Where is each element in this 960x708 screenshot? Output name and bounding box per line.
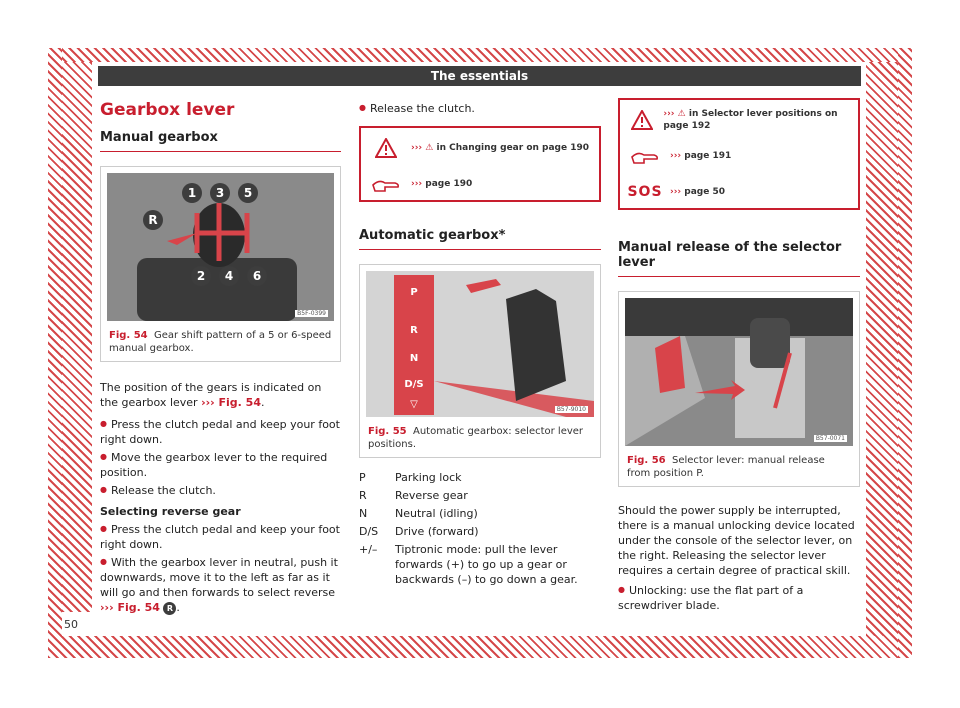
- sos-link[interactable]: ››› page 50: [670, 187, 726, 197]
- bullet-item: ● Press the clutch pedal and keep your foot right down.: [100, 521, 341, 552]
- note-link-text: page 190: [425, 179, 473, 189]
- caption-text: Selector lever: manual release from position P.: [627, 455, 825, 479]
- caption-text: Gear shift pattern of a 5 or 6-speed manual gearbox.: [109, 330, 332, 354]
- fig-label: Fig. 56: [627, 455, 666, 466]
- bullet-text: ● With the gearbox lever in neutral, push it downwards, move it to the left as far as it will go and then forwards to select reverse: [100, 556, 338, 599]
- gear-2-label: 2: [196, 269, 206, 283]
- hatch-border-right: [898, 48, 912, 658]
- selector-lever-illustration: [625, 298, 853, 446]
- reverse-heading: Selecting reverse gear: [100, 505, 241, 518]
- warning-triangle-icon: [620, 110, 663, 130]
- bullet-item: ● Move the gearbox lever to the required position.: [100, 449, 341, 480]
- gear-row: [359, 524, 601, 539]
- figure-54-image: [107, 173, 334, 321]
- sos-link-text: page 50: [684, 187, 726, 197]
- note-link-text: page 191: [684, 151, 732, 161]
- fig-54-link[interactable]: ››› Fig. 54: [201, 396, 261, 409]
- note-link[interactable]: ››› page 190: [411, 179, 473, 189]
- position-n-label: N: [409, 353, 419, 364]
- gear-key: R: [359, 489, 367, 502]
- sos-row: [620, 174, 858, 210]
- sos-text: SOS: [627, 184, 663, 200]
- fig-label: Fig. 55: [368, 426, 407, 437]
- warning-link-text: in Selector lever positions on page 192: [663, 109, 838, 131]
- gear-key: D/S: [359, 525, 379, 538]
- gear-desc: Reverse gear: [395, 489, 468, 502]
- gear-r-label: R: [148, 213, 158, 227]
- position-down-label: ▽: [410, 399, 418, 410]
- gear-1-label: 1: [187, 186, 197, 200]
- gear-key: P: [359, 471, 366, 484]
- figure-56: [618, 291, 860, 487]
- caption-text: Automatic gearbox: selector lever positions.: [368, 426, 584, 450]
- automatic-gearbox-illustration: [366, 271, 594, 417]
- gear-3-label: 3: [215, 186, 225, 200]
- warning-link-text: in Changing gear on page 190: [436, 143, 590, 153]
- header-title: The essentials: [98, 66, 861, 86]
- warning-row: [361, 130, 599, 166]
- note-hand-icon: [620, 147, 670, 165]
- right-column: [618, 98, 860, 619]
- note-link[interactable]: ››› page 191: [670, 151, 732, 161]
- position-ds-label: D/S: [404, 379, 424, 390]
- warning-box-1: [359, 126, 601, 202]
- fig-54-link-2-text: Fig. 54: [117, 601, 160, 614]
- gear-key: +/–: [359, 543, 378, 556]
- gear-row: [359, 506, 601, 521]
- figure-tag: B57-0071: [815, 435, 845, 442]
- middle-column: [359, 100, 601, 590]
- release-paragraph: Should the power supply be interrupted, there is a manual unlocking device located under the console of the selector lever, on the right. Releasing the selector lever requires a certain degree of practical skill.: [618, 504, 855, 577]
- gear-6-label: 6: [252, 269, 262, 283]
- gear-4-label: 4: [224, 269, 234, 283]
- figure-55-caption: [360, 423, 600, 457]
- gear-desc: Drive (forward): [395, 525, 479, 538]
- figure-55: [359, 264, 601, 458]
- gear-5-label: 5: [243, 186, 253, 200]
- page-number: 50: [64, 618, 78, 631]
- bullet-item: ● Press the clutch pedal and keep your foot right down.: [100, 416, 341, 447]
- figure-56-caption: [619, 452, 859, 486]
- note-hand-icon: [361, 175, 411, 193]
- warning-row: [620, 102, 858, 138]
- reverse-circle-icon: R: [163, 602, 176, 615]
- hatch-gutter: [62, 62, 92, 612]
- bullet-item: ● Release the clutch.: [100, 482, 341, 498]
- gear-desc: Tiptronic mode: pull the lever forwards (+) to go up a gear or backwards (–) to go down a gear.: [395, 543, 578, 586]
- intro-text: The position of the gears is indicated on the gearbox lever: [100, 381, 322, 409]
- manual-gearbox-illustration: [107, 173, 334, 321]
- hatch-right-gutter: [866, 62, 898, 636]
- gear-desc: Parking lock: [395, 471, 462, 484]
- warning-triangle-icon: [361, 138, 411, 158]
- figure-56-image: [625, 298, 853, 446]
- figure-54-caption: [101, 327, 340, 361]
- fig-54-link-text: Fig. 54: [218, 396, 261, 409]
- automatic-heading: Automatic gearbox*: [359, 228, 601, 250]
- position-p-label: P: [410, 287, 418, 298]
- hatch-border-top: [48, 48, 912, 62]
- gear-row: [359, 542, 601, 587]
- fig-label: Fig. 54: [109, 330, 148, 341]
- warning-link[interactable]: ››› ⚠ in Selector lever positions on page 192: [663, 109, 838, 131]
- section-title: Gearbox lever: [100, 100, 235, 120]
- subsection-title: Manual gearbox: [100, 130, 341, 152]
- sos-icon: [620, 184, 670, 200]
- figure-54: [100, 166, 341, 362]
- warning-box-2: [618, 98, 860, 210]
- hatch-border-bottom: [48, 636, 912, 658]
- gear-row: [359, 488, 601, 503]
- hatch-border-left: [48, 48, 62, 658]
- gear-desc: Neutral (idling): [395, 507, 478, 520]
- position-r-label: R: [410, 325, 418, 336]
- figure-55-image: [366, 271, 594, 417]
- gear-list: [359, 470, 601, 587]
- figure-tag: B5F-0399: [297, 310, 326, 317]
- left-body: [100, 380, 341, 615]
- note-row: [361, 166, 599, 202]
- bullet-item-reverse: ● With the gearbox lever in neutral, push it downwards, move it to the left as far as it will go and then forwards to select reverse ››› Fig. 54 R .: [100, 554, 341, 615]
- note-row: [620, 138, 858, 174]
- right-body: [618, 503, 860, 613]
- manual-release-heading: Manual release of the selector lever: [618, 240, 860, 277]
- left-column: [100, 100, 341, 621]
- warning-link[interactable]: ››› ⚠ in Changing gear on page 190: [411, 143, 590, 153]
- gear-row: [359, 470, 601, 485]
- middle-bullet: [359, 100, 601, 116]
- gear-key: N: [359, 507, 368, 520]
- bullet-item: ● Release the clutch.: [359, 100, 601, 116]
- intro-paragraph: The position of the gears is indicated on the gearbox lever ››› Fig. 54.: [100, 381, 322, 409]
- figure-tag: B57-9010: [556, 406, 586, 413]
- bullet-item: ● Unlocking: use the flat part of a screwdriver blade.: [618, 582, 860, 613]
- fig-54-link-2[interactable]: ››› Fig. 54: [100, 601, 160, 614]
